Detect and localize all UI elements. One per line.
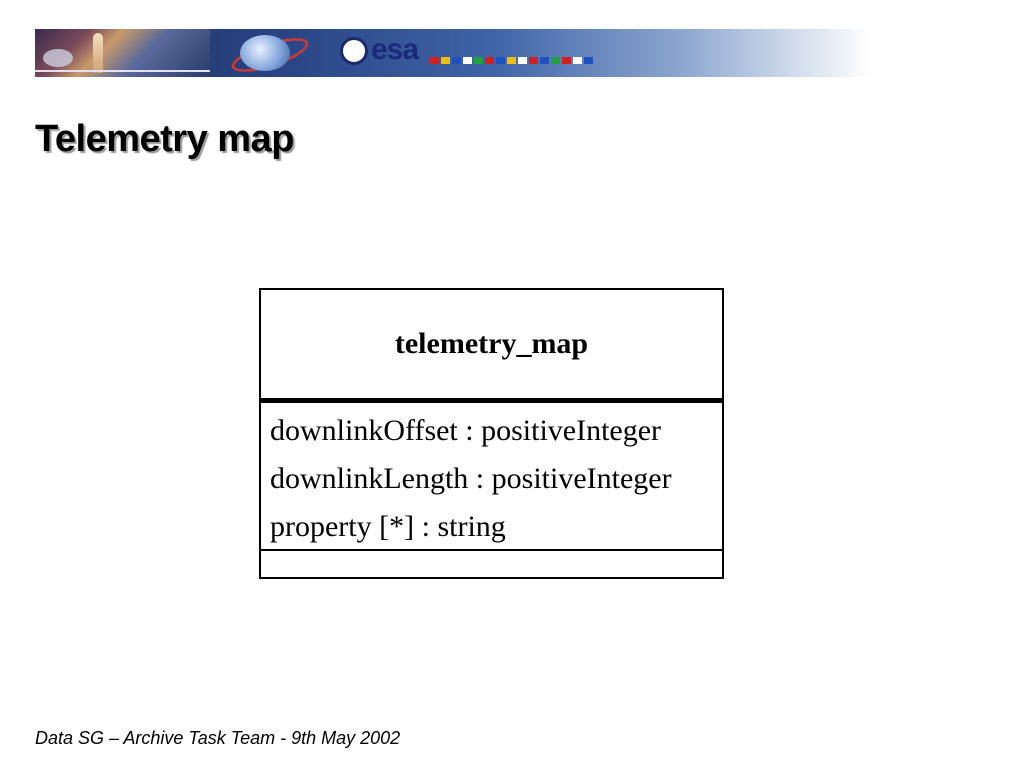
satellite-dish-icon: [43, 49, 73, 67]
esa-mark-icon: [340, 37, 368, 65]
flag-icon: [507, 57, 516, 64]
banner-rule: [35, 70, 210, 72]
uml-attribute: downlinkLength : positiveInteger: [270, 462, 672, 495]
uml-attribute: property [*] : string: [270, 510, 506, 543]
flag-icon: [540, 57, 549, 64]
flag-icon: [452, 57, 461, 64]
flag-icon: [584, 57, 593, 64]
flag-icon: [430, 57, 439, 64]
rocket-icon: [93, 33, 103, 73]
flag-icon: [551, 57, 560, 64]
uml-class-name: telemetry_map: [261, 290, 722, 403]
flag-icon: [474, 57, 483, 64]
flag-icon: [529, 57, 538, 64]
uml-attributes: [261, 403, 722, 551]
flag-icon: [573, 57, 582, 64]
flag-icon: [562, 57, 571, 64]
flag-icon: [441, 57, 450, 64]
footer-text: Data SG – Archive Task Team - 9th May 2002: [35, 728, 401, 748]
header-banner: [35, 29, 870, 77]
uml-operations: [261, 551, 722, 577]
uml-attribute: downlinkOffset : positiveInteger: [270, 414, 662, 447]
slide-title: Telemetry map: [35, 118, 294, 160]
uml-class-box: [259, 288, 724, 579]
globe-icon: [240, 35, 290, 71]
flag-icon: [463, 57, 472, 64]
flag-icon: [518, 57, 527, 64]
member-flags: [430, 57, 593, 65]
flag-icon: [485, 57, 494, 64]
esa-logo: esa: [371, 33, 419, 66]
flag-icon: [496, 57, 505, 64]
